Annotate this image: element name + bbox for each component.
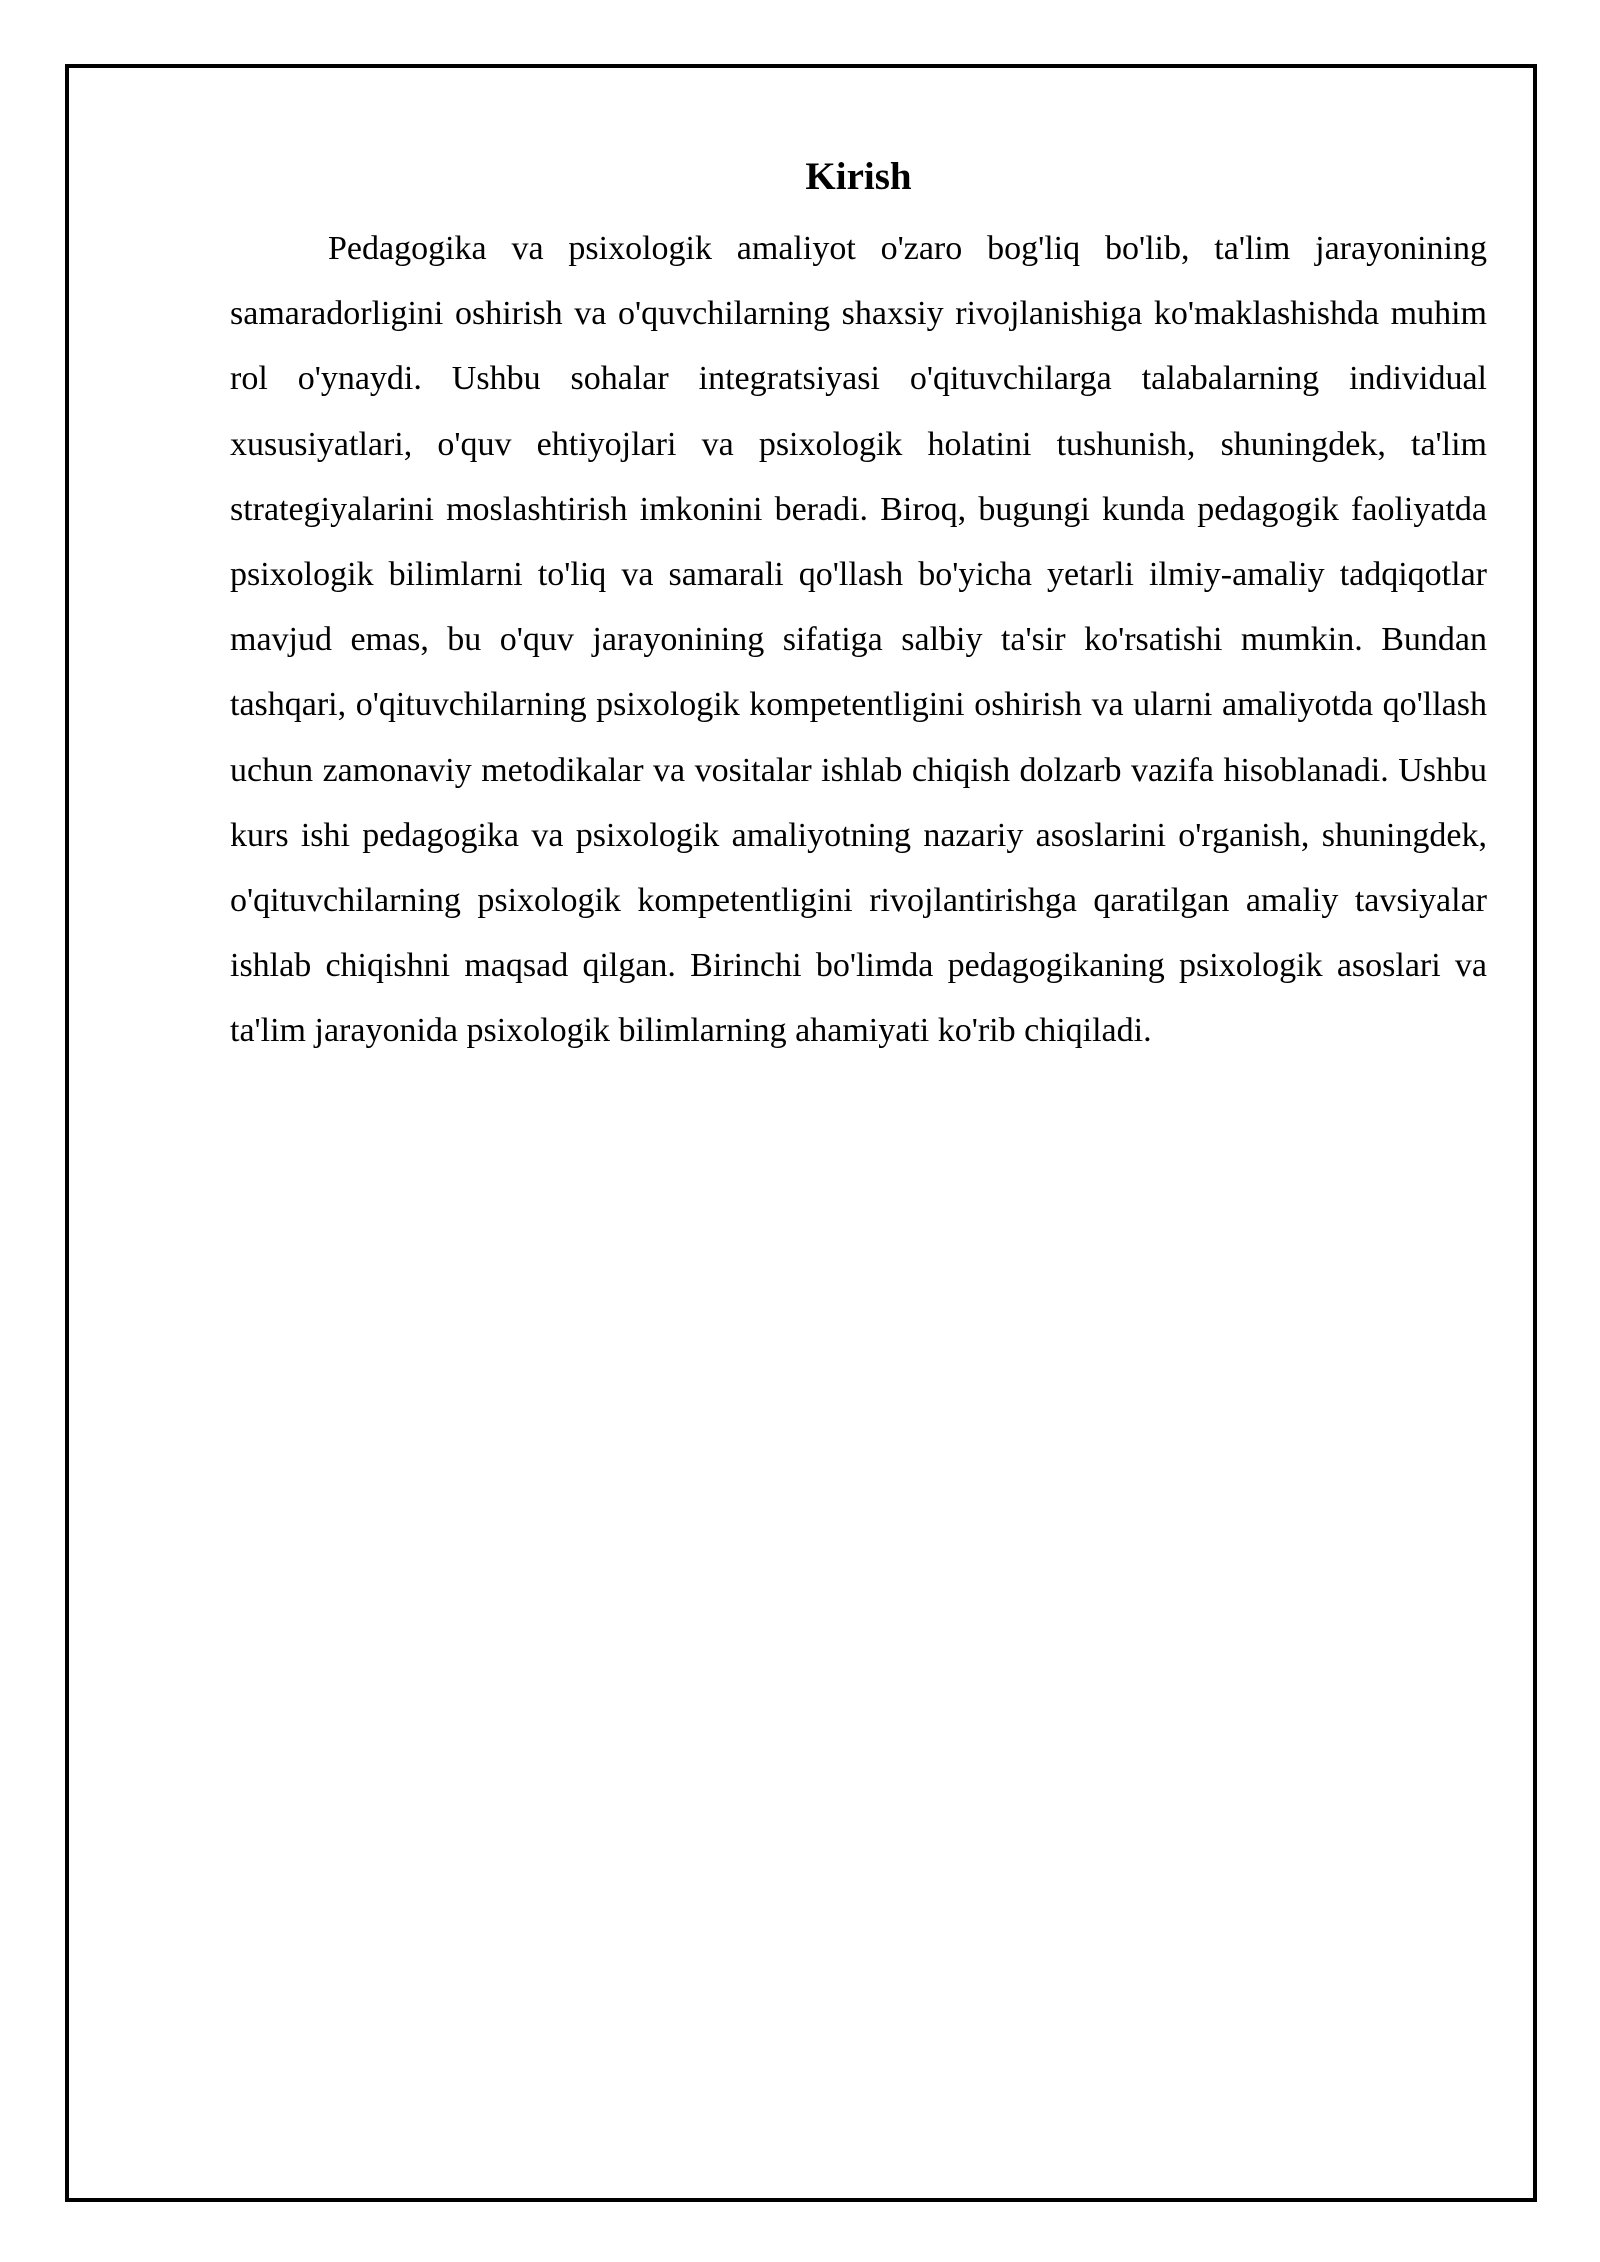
document-body [230,150,1487,1064]
intro-paragraph: Pedagogika va psixologik amaliyot o'zaro bog'liq bo'lib, ta'lim jarayonining samaradorligini oshirish va o'quvchilarning shaxsiy rivojlanishiga ko'maklashishda muhim rol o'ynaydi. Ushbu sohalar integratsiyasi o'qituvchilarga talabalarning individual xususiyatlari, o'quv ehtiyojlari va psixologik holatini tushunish, shuningdek, ta'lim strategiyalarini moslashtirish imkonini beradi. Biroq, bugungi kunda pedagogik faoliyatda psixologik bilimlarni to'liq va samarali qo'llash bo'yicha yetarli ilmiy-amaliy tadqiqotlar mavjud emas, bu o'quv jarayonining sifatiga salbiy ta'sir ko'rsatishi mumkin. Bundan tashqari, o'qituvchilarning psixologik kompetentligini oshirish va ularni amaliyotda qo'llash uchun zamonaviy metodikalar va vositalar ishlab chiqish dolzarb vazifa hisoblanadi. Ushbu kurs ishi pedagogika va psixologik amaliyotning nazariy asoslarini o'rganish, shuningdek, o'qituvchilarning psixologik kompetentligini rivojlantirishga qaratilgan amaliy tavsiyalar ishlab chiqishni maqsad qilgan. Birinchi bo'limda pedagogikaning psixologik asoslari va ta'lim jarayonida psixologik bilimlarning ahamiyati ko'rib chiqiladi. [230,230,1487,1050]
document-title: Kirish [805,155,912,198]
